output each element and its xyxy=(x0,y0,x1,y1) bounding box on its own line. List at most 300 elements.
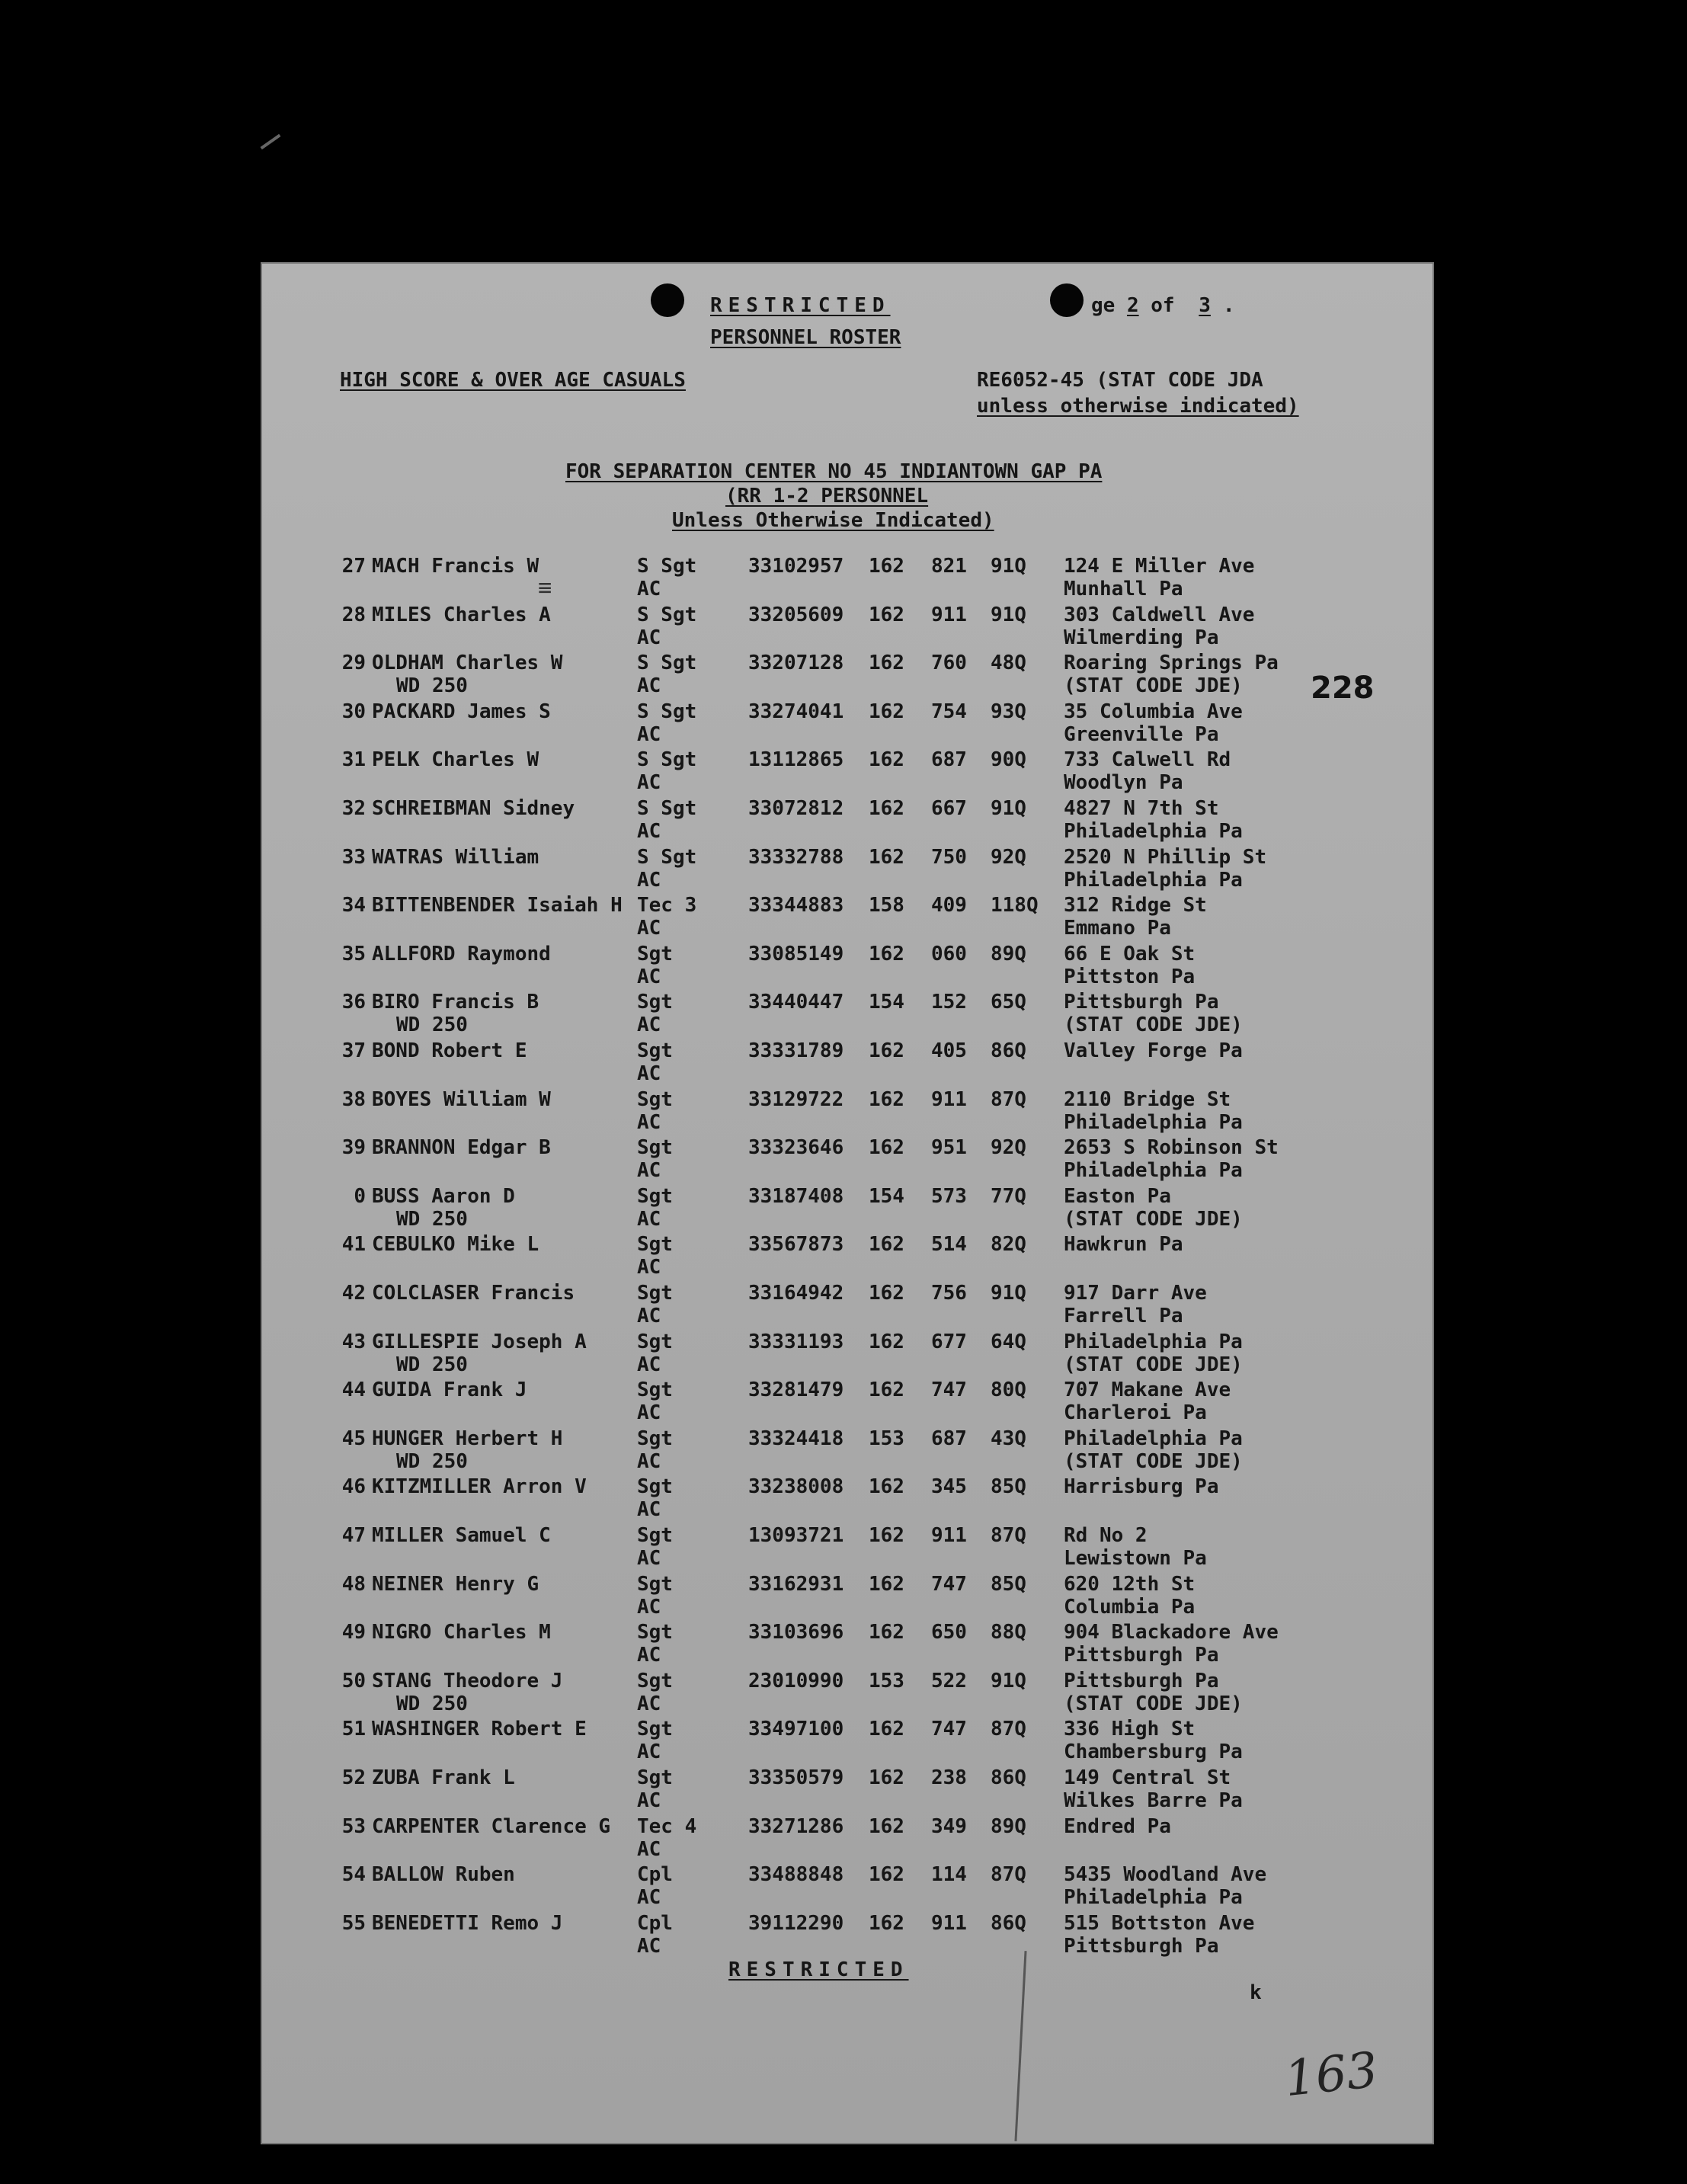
address-line-1: Valley Forge Pa xyxy=(1064,1039,1243,1062)
address-line-1: 35 Columbia Ave xyxy=(1064,700,1243,723)
code-c: 77Q xyxy=(991,1185,1026,1208)
grade: S Sgt xyxy=(637,604,697,626)
classification-top: RESTRICTED xyxy=(710,294,891,317)
arm-of-service: AC xyxy=(637,1062,661,1085)
row-number: 43 xyxy=(341,1331,366,1353)
code-c: 82Q xyxy=(991,1233,1026,1256)
row-number: 31 xyxy=(341,748,366,771)
row-number: 36 xyxy=(341,991,366,1014)
arm-of-service: AC xyxy=(637,1014,661,1036)
code-b: 911 xyxy=(931,1524,967,1547)
person-name: CEBULKO Mike L xyxy=(372,1233,539,1256)
roster-row xyxy=(261,1185,1434,1234)
grade: Sgt xyxy=(637,1088,673,1111)
code-a: 162 xyxy=(869,1088,904,1111)
address-line-2: Philadelphia Pa xyxy=(1064,869,1243,892)
code-b: 760 xyxy=(931,652,967,674)
code-c: 80Q xyxy=(991,1379,1026,1401)
person-name: WASHINGER Robert E xyxy=(372,1718,587,1740)
code-b: 152 xyxy=(931,991,967,1014)
code-b: 747 xyxy=(931,1718,967,1740)
address-line-1: 733 Calwell Rd xyxy=(1064,748,1231,771)
grade: S Sgt xyxy=(637,797,697,820)
code-a: 162 xyxy=(869,1912,904,1935)
code-c: 87Q xyxy=(991,1863,1026,1886)
roster-row xyxy=(261,1379,1434,1427)
person-name: MILES Charles A xyxy=(372,604,551,626)
address-line-1: 2653 S Robinson St xyxy=(1064,1136,1279,1159)
address-line-1: 312 Ridge St xyxy=(1064,894,1207,917)
code-a: 162 xyxy=(869,797,904,820)
serial-number: 33324418 xyxy=(748,1427,844,1450)
code-b: 750 xyxy=(931,846,967,869)
code-a: 162 xyxy=(869,604,904,626)
row-number: 45 xyxy=(341,1427,366,1450)
address-line-1: Rd No 2 xyxy=(1064,1524,1148,1547)
row-number: 53 xyxy=(341,1815,366,1838)
roster-row xyxy=(261,1427,1434,1476)
row-number: 42 xyxy=(341,1282,366,1305)
address-line-2: Lewistown Pa xyxy=(1064,1547,1207,1570)
row-number: 46 xyxy=(341,1475,366,1498)
code-b: 911 xyxy=(931,1088,967,1111)
code-b: 687 xyxy=(931,1427,967,1450)
person-name: BOND Robert E xyxy=(372,1039,527,1062)
code-a: 162 xyxy=(869,1475,904,1498)
row-number: 39 xyxy=(341,1136,366,1159)
reference-number: RE6052-45 (STAT CODE JDA xyxy=(977,369,1263,392)
arm-of-service: AC xyxy=(637,1498,661,1521)
row-number: 44 xyxy=(341,1379,366,1401)
code-b: 747 xyxy=(931,1573,967,1596)
side-stamp-number: 228 xyxy=(1311,671,1375,706)
roster-row xyxy=(261,991,1434,1039)
person-name: NEINER Henry G xyxy=(372,1573,539,1596)
row-number: 34 xyxy=(341,894,366,917)
code-a: 162 xyxy=(869,652,904,674)
arm-of-service: AC xyxy=(637,1596,661,1619)
address-line-2: (STAT CODE JDE) xyxy=(1064,1353,1243,1376)
address-line-2: Philadelphia Pa xyxy=(1064,1886,1243,1909)
code-c: 91Q xyxy=(991,555,1026,578)
address-line-1: Hawkrun Pa xyxy=(1064,1233,1183,1256)
code-a: 162 xyxy=(869,1379,904,1401)
code-b: 677 xyxy=(931,1331,967,1353)
address-line-2: Emmano Pa xyxy=(1064,917,1171,940)
code-c: 92Q xyxy=(991,1136,1026,1159)
roster-row xyxy=(261,894,1434,943)
address-line-1: 4827 N 7th St xyxy=(1064,797,1219,820)
address-line-2: (STAT CODE JDE) xyxy=(1064,674,1243,697)
person-name: MILLER Samuel C xyxy=(372,1524,551,1547)
war-department-note: WD 250 xyxy=(396,1014,468,1036)
grade: Sgt xyxy=(637,1475,673,1498)
row-number: 38 xyxy=(341,1088,366,1111)
address-line-2: (STAT CODE JDE) xyxy=(1064,1014,1243,1036)
code-a: 162 xyxy=(869,555,904,578)
arm-of-service: AC xyxy=(637,1208,661,1231)
address-line-1: Pittsburgh Pa xyxy=(1064,991,1219,1014)
roster-row xyxy=(261,748,1434,797)
address-line-1: 2520 N Phillip St xyxy=(1064,846,1267,869)
person-name: COLCLASER Francis xyxy=(372,1282,575,1305)
serial-number: 33331789 xyxy=(748,1039,844,1062)
arm-of-service: AC xyxy=(637,869,661,892)
serial-number: 33274041 xyxy=(748,700,844,723)
serial-number: 33238008 xyxy=(748,1475,844,1498)
grade: Sgt xyxy=(637,1621,673,1644)
grade: Sgt xyxy=(637,1670,673,1692)
code-a: 158 xyxy=(869,894,904,917)
person-name: ZUBA Frank L xyxy=(372,1766,515,1789)
person-name: MACH Francis W xyxy=(372,555,539,578)
arm-of-service: AC xyxy=(637,1838,661,1861)
row-number: 27 xyxy=(341,555,366,578)
initial-mark: k xyxy=(1250,1981,1262,2004)
serial-number: 33102957 xyxy=(748,555,844,578)
roster-row xyxy=(261,555,1434,604)
arm-of-service: AC xyxy=(637,1256,661,1279)
code-b: 409 xyxy=(931,894,967,917)
person-name: GILLESPIE Joseph A xyxy=(372,1331,587,1353)
address-line-2: (STAT CODE JDE) xyxy=(1064,1692,1243,1715)
code-b: 821 xyxy=(931,555,967,578)
address-line-1: 917 Darr Ave xyxy=(1064,1282,1207,1305)
code-a: 162 xyxy=(869,1766,904,1789)
paper-fleck xyxy=(261,134,281,149)
address-line-2: Pittsburgh Pa xyxy=(1064,1935,1219,1958)
address-line-1: 149 Central St xyxy=(1064,1766,1231,1789)
grade: S Sgt xyxy=(637,846,697,869)
code-a: 162 xyxy=(869,1282,904,1305)
serial-number: 13112865 xyxy=(748,748,844,771)
person-name: BIRO Francis B xyxy=(372,991,539,1014)
roster-row xyxy=(261,1912,1434,1961)
code-c: 87Q xyxy=(991,1088,1026,1111)
serial-number: 33497100 xyxy=(748,1718,844,1740)
address-line-1: Philadelphia Pa xyxy=(1064,1427,1243,1450)
grade: S Sgt xyxy=(637,700,697,723)
grade: Cpl xyxy=(637,1912,673,1935)
code-c: 87Q xyxy=(991,1718,1026,1740)
serial-number: 33488848 xyxy=(748,1863,844,1886)
row-number: 41 xyxy=(341,1233,366,1256)
roster-row xyxy=(261,652,1434,700)
arm-of-service: AC xyxy=(637,1740,661,1763)
arm-of-service: AC xyxy=(637,1692,661,1715)
code-c: 87Q xyxy=(991,1524,1026,1547)
serial-number: 33085149 xyxy=(748,943,844,966)
roster-row xyxy=(261,604,1434,652)
address-line-2: Pittston Pa xyxy=(1064,966,1196,988)
code-b: 405 xyxy=(931,1039,967,1062)
person-name: PACKARD James S xyxy=(372,700,551,723)
address-line-1: 707 Makane Ave xyxy=(1064,1379,1231,1401)
serial-number: 33344883 xyxy=(748,894,844,917)
person-name: WATRAS William xyxy=(372,846,539,869)
person-name: ALLFORD Raymond xyxy=(372,943,551,966)
destination: FOR SEPARATION CENTER NO 45 INDIANTOWN GAP PA xyxy=(565,460,1103,483)
punch-hole xyxy=(651,283,684,317)
arm-of-service: AC xyxy=(637,1644,661,1667)
code-a: 162 xyxy=(869,700,904,723)
address-line-1: 66 E Oak St xyxy=(1064,943,1196,966)
person-name: OLDHAM Charles W xyxy=(372,652,563,674)
grade: Sgt xyxy=(637,1185,673,1208)
punch-hole xyxy=(1050,283,1084,317)
row-number: 51 xyxy=(341,1718,366,1740)
code-a: 154 xyxy=(869,991,904,1014)
address-line-2: Munhall Pa xyxy=(1064,578,1183,600)
grade: Sgt xyxy=(637,1524,673,1547)
row-number: 47 xyxy=(341,1524,366,1547)
code-a: 162 xyxy=(869,1621,904,1644)
address-line-1: 5435 Woodland Ave xyxy=(1064,1863,1267,1886)
arm-of-service: AC xyxy=(637,1111,661,1134)
row-number: 55 xyxy=(341,1912,366,1935)
code-a: 162 xyxy=(869,1815,904,1838)
code-a: 162 xyxy=(869,846,904,869)
address-line-2: Farrell Pa xyxy=(1064,1305,1183,1327)
code-b: 238 xyxy=(931,1766,967,1789)
roster-row xyxy=(261,1621,1434,1670)
roster-row xyxy=(261,1670,1434,1718)
serial-number: 13093721 xyxy=(748,1524,844,1547)
reference-note: unless otherwise indicated) xyxy=(977,395,1299,418)
row-number: 33 xyxy=(341,846,366,869)
code-c: 85Q xyxy=(991,1475,1026,1498)
code-c: 90Q xyxy=(991,748,1026,771)
grade: Tec 3 xyxy=(637,894,697,917)
roster-row xyxy=(261,1331,1434,1379)
arm-of-service: AC xyxy=(637,1353,661,1376)
roster-row xyxy=(261,1475,1434,1524)
serial-number: 33072812 xyxy=(748,797,844,820)
arm-of-service: AC xyxy=(637,1401,661,1424)
grade: Sgt xyxy=(637,1233,673,1256)
code-c: 86Q xyxy=(991,1912,1026,1935)
roster-title: PERSONNEL ROSTER xyxy=(710,326,901,349)
war-department-note: WD 250 xyxy=(396,1692,468,1715)
code-b: 756 xyxy=(931,1282,967,1305)
arm-of-service: AC xyxy=(637,578,661,600)
code-a: 162 xyxy=(869,943,904,966)
handwritten-number: 163 xyxy=(1282,2041,1381,2109)
code-c: 91Q xyxy=(991,1670,1026,1692)
category-heading: HIGH SCORE & OVER AGE CASUALS xyxy=(340,369,686,392)
serial-number: 39112290 xyxy=(748,1912,844,1935)
code-c: 91Q xyxy=(991,797,1026,820)
row-number: 50 xyxy=(341,1670,366,1692)
address-line-2: (STAT CODE JDE) xyxy=(1064,1450,1243,1473)
row-number: 29 xyxy=(341,652,366,674)
address-line-1: Endred Pa xyxy=(1064,1815,1171,1838)
address-line-1: Roaring Springs Pa xyxy=(1064,652,1279,674)
person-name: KITZMILLER Arron V xyxy=(372,1475,587,1498)
roster-row xyxy=(261,1282,1434,1331)
serial-number: 33129722 xyxy=(748,1088,844,1111)
code-b: 522 xyxy=(931,1670,967,1692)
person-name: CARPENTER Clarence G xyxy=(372,1815,611,1838)
war-department-note: WD 250 xyxy=(396,1353,468,1376)
row-number: 35 xyxy=(341,943,366,966)
margin-notation: ≡ xyxy=(538,575,552,601)
classification-bottom: RESTRICTED xyxy=(728,1958,909,1981)
roster-row xyxy=(261,1039,1434,1088)
person-name: HUNGER Herbert H xyxy=(372,1427,563,1450)
code-b: 060 xyxy=(931,943,967,966)
page-number: ge 2 of 3 . xyxy=(1091,294,1235,317)
grade: Sgt xyxy=(637,1136,673,1159)
code-b: 573 xyxy=(931,1185,967,1208)
grade: Sgt xyxy=(637,1427,673,1450)
serial-number: 33567873 xyxy=(748,1233,844,1256)
roster-row xyxy=(261,846,1434,895)
code-b: 747 xyxy=(931,1379,967,1401)
code-b: 514 xyxy=(931,1233,967,1256)
code-c: 118Q xyxy=(991,894,1039,917)
serial-number: 33331193 xyxy=(748,1331,844,1353)
code-c: 48Q xyxy=(991,652,1026,674)
address-line-1: 303 Caldwell Ave xyxy=(1064,604,1255,626)
address-line-1: Easton Pa xyxy=(1064,1185,1171,1208)
serial-number: 33103696 xyxy=(748,1621,844,1644)
code-a: 162 xyxy=(869,748,904,771)
address-line-2: Chambersburg Pa xyxy=(1064,1740,1243,1763)
war-department-note: WD 250 xyxy=(396,674,468,697)
address-line-2: Philadelphia Pa xyxy=(1064,1111,1243,1134)
serial-number: 33207128 xyxy=(748,652,844,674)
code-b: 911 xyxy=(931,604,967,626)
serial-number: 33271286 xyxy=(748,1815,844,1838)
war-department-note: WD 250 xyxy=(396,1208,468,1231)
person-name: SCHREIBMAN Sidney xyxy=(372,797,575,820)
code-c: 88Q xyxy=(991,1621,1026,1644)
code-a: 162 xyxy=(869,1863,904,1886)
arm-of-service: AC xyxy=(637,1305,661,1327)
roster-row xyxy=(261,943,1434,991)
grade: Sgt xyxy=(637,1379,673,1401)
row-number: 48 xyxy=(341,1573,366,1596)
roster-row xyxy=(261,797,1434,846)
address-line-2: Greenville Pa xyxy=(1064,723,1219,746)
address-line-2: Charleroi Pa xyxy=(1064,1401,1207,1424)
arm-of-service: AC xyxy=(637,1935,661,1958)
person-name: BENEDETTI Remo J xyxy=(372,1912,563,1935)
address-line-1: 2110 Bridge St xyxy=(1064,1088,1231,1111)
serial-number: 33350579 xyxy=(748,1766,844,1789)
destination-line-2: (RR 1-2 PERSONNEL xyxy=(725,485,929,508)
war-department-note: WD 250 xyxy=(396,1450,468,1473)
arm-of-service: AC xyxy=(637,1450,661,1473)
grade: Sgt xyxy=(637,1282,673,1305)
code-c: 89Q xyxy=(991,943,1026,966)
code-a: 154 xyxy=(869,1185,904,1208)
roster-row xyxy=(261,1524,1434,1573)
address-line-2: Woodlyn Pa xyxy=(1064,771,1183,794)
row-number: 54 xyxy=(341,1863,366,1886)
grade: Tec 4 xyxy=(637,1815,697,1838)
arm-of-service: AC xyxy=(637,723,661,746)
grade: S Sgt xyxy=(637,652,697,674)
grade: S Sgt xyxy=(637,555,697,578)
code-b: 345 xyxy=(931,1475,967,1498)
address-line-1: 124 E Miller Ave xyxy=(1064,555,1255,578)
code-b: 667 xyxy=(931,797,967,820)
code-c: 86Q xyxy=(991,1766,1026,1789)
person-name: BOYES William W xyxy=(372,1088,551,1111)
person-name: BITTENBENDER Isaiah H xyxy=(372,894,623,917)
roster-row xyxy=(261,1088,1434,1137)
row-number: 28 xyxy=(341,604,366,626)
roster-row xyxy=(261,700,1434,749)
person-name: GUIDA Frank J xyxy=(372,1379,527,1401)
arm-of-service: AC xyxy=(637,966,661,988)
serial-number: 33281479 xyxy=(748,1379,844,1401)
roster-row xyxy=(261,1136,1434,1185)
grade: Sgt xyxy=(637,1573,673,1596)
grade: Sgt xyxy=(637,943,673,966)
roster-row xyxy=(261,1573,1434,1622)
arm-of-service: AC xyxy=(637,771,661,794)
address-line-1: Harrisburg Pa xyxy=(1064,1475,1219,1498)
serial-number: 33162931 xyxy=(748,1573,844,1596)
address-line-2: Wilkes Barre Pa xyxy=(1064,1789,1243,1812)
grade: Cpl xyxy=(637,1863,673,1886)
code-b: 114 xyxy=(931,1863,967,1886)
code-b: 754 xyxy=(931,700,967,723)
grade: Sgt xyxy=(637,991,673,1014)
row-number: 52 xyxy=(341,1766,366,1789)
grade: Sgt xyxy=(637,1039,673,1062)
serial-number: 33205609 xyxy=(748,604,844,626)
code-a: 162 xyxy=(869,1331,904,1353)
roster-row xyxy=(261,1233,1434,1282)
code-a: 162 xyxy=(869,1233,904,1256)
address-line-1: 515 Bottston Ave xyxy=(1064,1912,1255,1935)
person-name: BUSS Aaron D xyxy=(372,1185,515,1208)
code-b: 911 xyxy=(931,1912,967,1935)
roster-row xyxy=(261,1718,1434,1766)
code-c: 91Q xyxy=(991,1282,1026,1305)
serial-number: 33164942 xyxy=(748,1282,844,1305)
code-a: 162 xyxy=(869,1718,904,1740)
address-line-2: Wilmerding Pa xyxy=(1064,626,1219,649)
address-line-1: 336 High St xyxy=(1064,1718,1196,1740)
arm-of-service: AC xyxy=(637,1789,661,1812)
document-page xyxy=(261,262,1434,2144)
row-number: 0 xyxy=(354,1185,366,1208)
code-b: 650 xyxy=(931,1621,967,1644)
arm-of-service: AC xyxy=(637,1886,661,1909)
serial-number: 33323646 xyxy=(748,1136,844,1159)
code-b: 349 xyxy=(931,1815,967,1838)
roster-row xyxy=(261,1863,1434,1912)
address-line-1: Pittsburgh Pa xyxy=(1064,1670,1219,1692)
row-number: 37 xyxy=(341,1039,366,1062)
address-line-2: Pittsburgh Pa xyxy=(1064,1644,1219,1667)
code-a: 162 xyxy=(869,1524,904,1547)
code-a: 162 xyxy=(869,1573,904,1596)
person-name: NIGRO Charles M xyxy=(372,1621,551,1644)
person-name: BRANNON Edgar B xyxy=(372,1136,551,1159)
code-b: 687 xyxy=(931,748,967,771)
code-c: 93Q xyxy=(991,700,1026,723)
grade: S Sgt xyxy=(637,748,697,771)
address-line-1: Philadelphia Pa xyxy=(1064,1331,1243,1353)
serial-number: 33187408 xyxy=(748,1185,844,1208)
serial-number: 33332788 xyxy=(748,846,844,869)
